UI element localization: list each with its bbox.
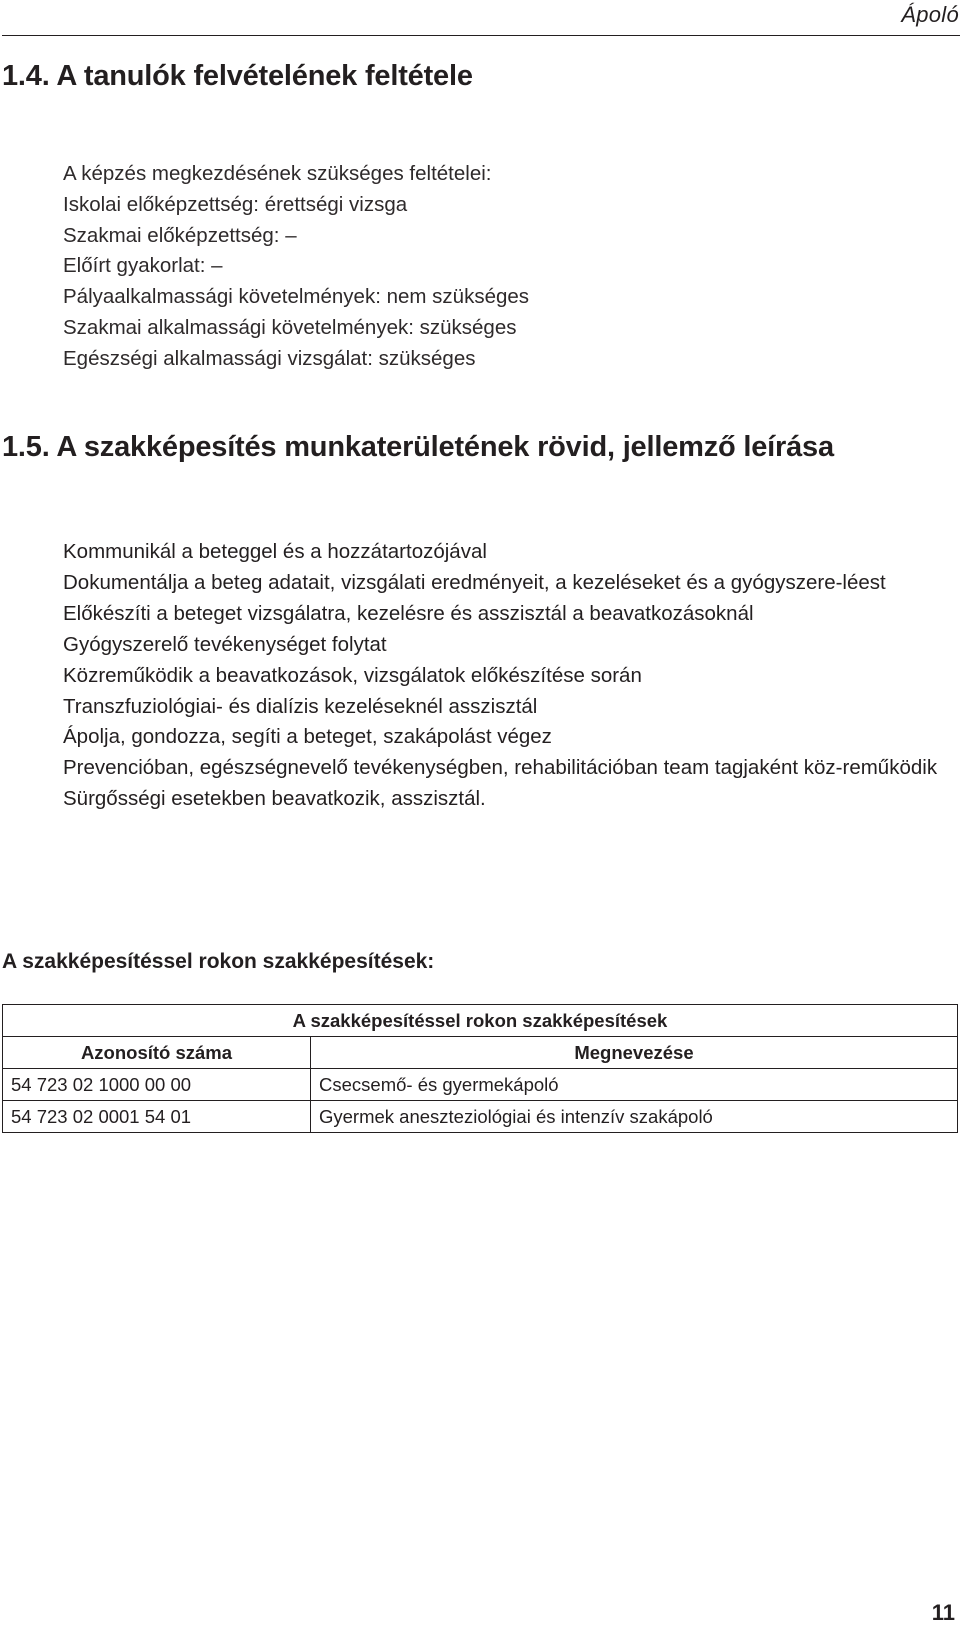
list-item: A képzés megkezdésének szükséges feltételei: [63,162,492,185]
list-item: Dokumentálja a beteg adatait, vizsgálati eredményeit, a kezeléseket és a gyógyszere-léest [63,570,886,594]
table-cell: 54 723 02 1000 00 00 [3,1069,311,1101]
table-cell: Gyermek aneszteziológiai és intenzív szakápoló [311,1101,958,1133]
table-cell: Csecsemő- és gyermekápoló [311,1069,958,1101]
column-header-name: Megnevezése [311,1037,958,1069]
running-header: Ápoló [901,2,959,27]
header-rule [2,35,960,36]
column-header-id: Azonosító száma [3,1037,311,1069]
admission-requirements-list [63,159,529,375]
list-item: Iskolai előképzettség: érettségi vizsga [63,192,408,216]
list-item: Ápolja, gondozza, segíti a beteget, szakápolást végez [63,725,552,749]
work-area-list [63,537,958,815]
table-title: A szakképesítéssel rokon szakképesítések [3,1005,958,1037]
list-item: Szakmai alkalmassági követelmények: szükséges [63,315,517,339]
list-item: Prevencióban, egészségnevelő tevékenységben, rehabilitációban team tagjaként köz-reműködik [63,756,938,780]
table-row [3,1101,958,1133]
list-item: Pályaalkalmassági követelmények: nem szükséges [63,285,530,309]
related-qualifications-heading: A szakképesítéssel rokon szakképesítések: [2,950,435,973]
list-item: Sürgősségi esetekben beavatkozik, asszisztál. [63,787,486,811]
list-item: Előkészíti a beteget vizsgálatra, kezelésre és asszisztál a beavatkozásoknál [63,601,754,625]
table-title-row [3,1005,958,1037]
section-heading-1-4: 1.4. A tanulók felvételének feltétele [2,60,473,92]
list-item: Szakmai előképzettség: – [63,223,297,247]
list-item: Egészségi alkalmassági vizsgálat: szükséges [63,346,476,370]
list-item: Gyógyszerelő tevékenységet folytat [63,632,387,656]
table-cell: 54 723 02 0001 54 01 [3,1101,311,1133]
page-number: 11 [931,1600,955,1625]
table-header-row [3,1037,958,1069]
list-item: Transzfuziológiai- és dialízis kezeléseknél asszisztál [63,694,538,718]
table-row [3,1069,958,1101]
section-heading-1-5: 1.5. A szakképesítés munkaterületének rövid, jellemző leírása [2,431,834,463]
list-item: Előírt gyakorlat: – [63,254,223,278]
list-item: Kommunikál a beteggel és a hozzátartozójával [63,540,487,563]
related-qualifications-table [2,1004,958,1133]
list-item: Közreműködik a beavatkozások, vizsgálatok előkészítése során [63,663,642,687]
